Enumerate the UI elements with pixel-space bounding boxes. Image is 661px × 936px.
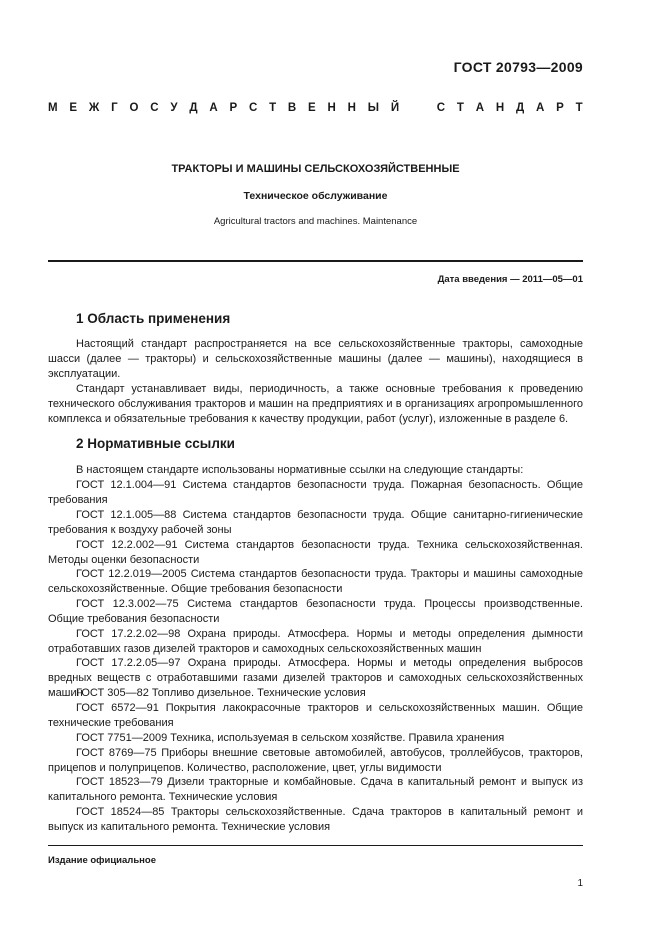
banner-letter: С	[248, 102, 258, 114]
banner-letter: Ы	[367, 102, 380, 114]
banner-letter: О	[129, 102, 139, 114]
paragraph-text: В настоящем стандарте использованы нормативные ссылки на следующие стандарты:	[76, 464, 524, 476]
reference-item: ГОСТ 12.2.002—91 Система стандартов безопасности труда. Техника сельскохозяйственная. Методы оценки безопасности	[48, 539, 583, 566]
section-1-paragraph	[48, 337, 583, 382]
page-number: 1	[577, 878, 583, 889]
section-2-intro	[48, 463, 583, 478]
banner-letter: А	[475, 102, 485, 114]
banner-letter: Д	[515, 102, 525, 114]
document-english-title: Agricultural tractors and machines. Maintenance	[213, 216, 418, 227]
header-divider	[48, 260, 583, 262]
section-2-heading: 2 Нормативные ссылки	[76, 436, 235, 451]
banner-letter: Г	[111, 102, 118, 114]
reference-item: ГОСТ 17.2.2.02—98 Охрана природы. Атмосфера. Нормы и методы определения дымности отработавших газов дизелей тракторов и самоходных сельскохозяйственных машин	[48, 628, 583, 655]
banner-letter: Е	[69, 102, 78, 114]
introduction-date: Дата введения — 2011—05—01	[437, 274, 583, 285]
reference-item: ГОСТ 18523—79 Дизели тракторные и комбайновые. Сдача в капитальный ремонт и выпуск из капитального ремонта. Технические условия	[48, 776, 583, 803]
banner-letter: Р	[229, 102, 238, 114]
paragraph-text: Стандарт устанавливает виды, периодичность, а также основные требования к проведению технического обслуживания тракторов и машин на предприятиях и в организациях агропромышленного комплекса и обязательные требования к качеству продукции, работ (услуг), изложенные в разделе 6.	[48, 383, 583, 425]
banner-letter: Е	[308, 102, 316, 114]
document-title: ТРАКТОРЫ И МАШИНЫ СЕЛЬСКОХОЗЯЙСТВЕННЫЕ	[171, 163, 460, 175]
footer-divider	[48, 845, 583, 846]
banner-letter: Д	[189, 102, 198, 114]
reference-item: ГОСТ 305—82 Топливо дизельное. Технические условия	[76, 687, 366, 699]
banner-letter: Ж	[88, 102, 100, 114]
reference-item: ГОСТ 17.2.2.05—97 Охрана природы. Атмосфера. Нормы и методы определения выбросов вредных веществ с отработавшими газами дизелей тракторов и самоходных сельскохозяйственных машин	[48, 657, 583, 699]
banner-letter: С	[436, 102, 446, 114]
banner-letter: Р	[556, 102, 564, 114]
reference-item: ГОСТ 12.1.005—88 Система стандартов безопасности труда. Общие санитарно-гигиенические требования к воздуху рабочей зоны	[48, 509, 583, 536]
banner-letter: Т	[269, 102, 277, 114]
reference-item: ГОСТ 12.2.019—2005 Система стандартов безопасности труда. Тракторы и машины самоходные сельскохозяйственные. Общие требования безопасности	[48, 568, 583, 595]
reference-item: ГОСТ 12.3.002—75 Система стандартов безопасности труда. Процессы производственные. Общие требования безопасности	[48, 598, 583, 625]
banner-letter: Й	[390, 102, 400, 114]
banner-letter: Т	[575, 102, 583, 114]
banner-letter: У	[170, 102, 178, 114]
banner-letter: Н	[495, 102, 505, 114]
banner-letter: В	[287, 102, 297, 114]
banner-letter: Т	[456, 102, 464, 114]
reference-item: ГОСТ 12.1.004—91 Система стандартов безопасности труда. Пожарная безопасность. Общие требования	[48, 479, 583, 506]
reference-item: ГОСТ 8769—75 Приборы внешние световые автомобилей, автобусов, троллейбусов, тракторов, прицепов и полуприцепов. Количество, расположение, цвет, углы видимости	[48, 747, 583, 774]
paragraph-text: Настоящий стандарт распространяется на все сельскохозяйственные тракторы, самоходные шасси (далее — тракторы) и сельскохозяйственные машины (далее — машины), находящиеся в эксплуатации.	[48, 338, 583, 380]
banner-letter: С	[150, 102, 159, 114]
banner-letter: Н	[347, 102, 356, 114]
banner-letter: А	[535, 102, 545, 114]
interstate-standard-banner	[48, 102, 583, 114]
section-1-heading: 1 Область применения	[76, 311, 231, 326]
banner-letter: М	[48, 102, 58, 114]
reference-item: ГОСТ 7751—2009 Техника, используемая в сельском хозяйстве. Правила хранения	[76, 732, 505, 744]
document-subtitle: Техническое обслуживание	[243, 190, 388, 202]
reference-item: ГОСТ 6572—91 Покрытия лакокрасочные тракторов и сельскохозяйственных машин. Общие технические требования	[48, 702, 583, 729]
reference-item: ГОСТ 18524—85 Тракторы сельскохозяйственные. Сдача тракторов в капитальный ремонт и выпуск из капитального ремонта. Технические условия	[48, 806, 583, 833]
section-1-paragraph	[48, 382, 583, 427]
official-edition-label: Издание официальное	[48, 855, 156, 866]
banner-letter: Н	[327, 102, 336, 114]
banner-letter: А	[209, 102, 218, 114]
gost-number: ГОСТ 20793—2009	[453, 59, 583, 75]
banner-word-gap	[411, 102, 425, 114]
